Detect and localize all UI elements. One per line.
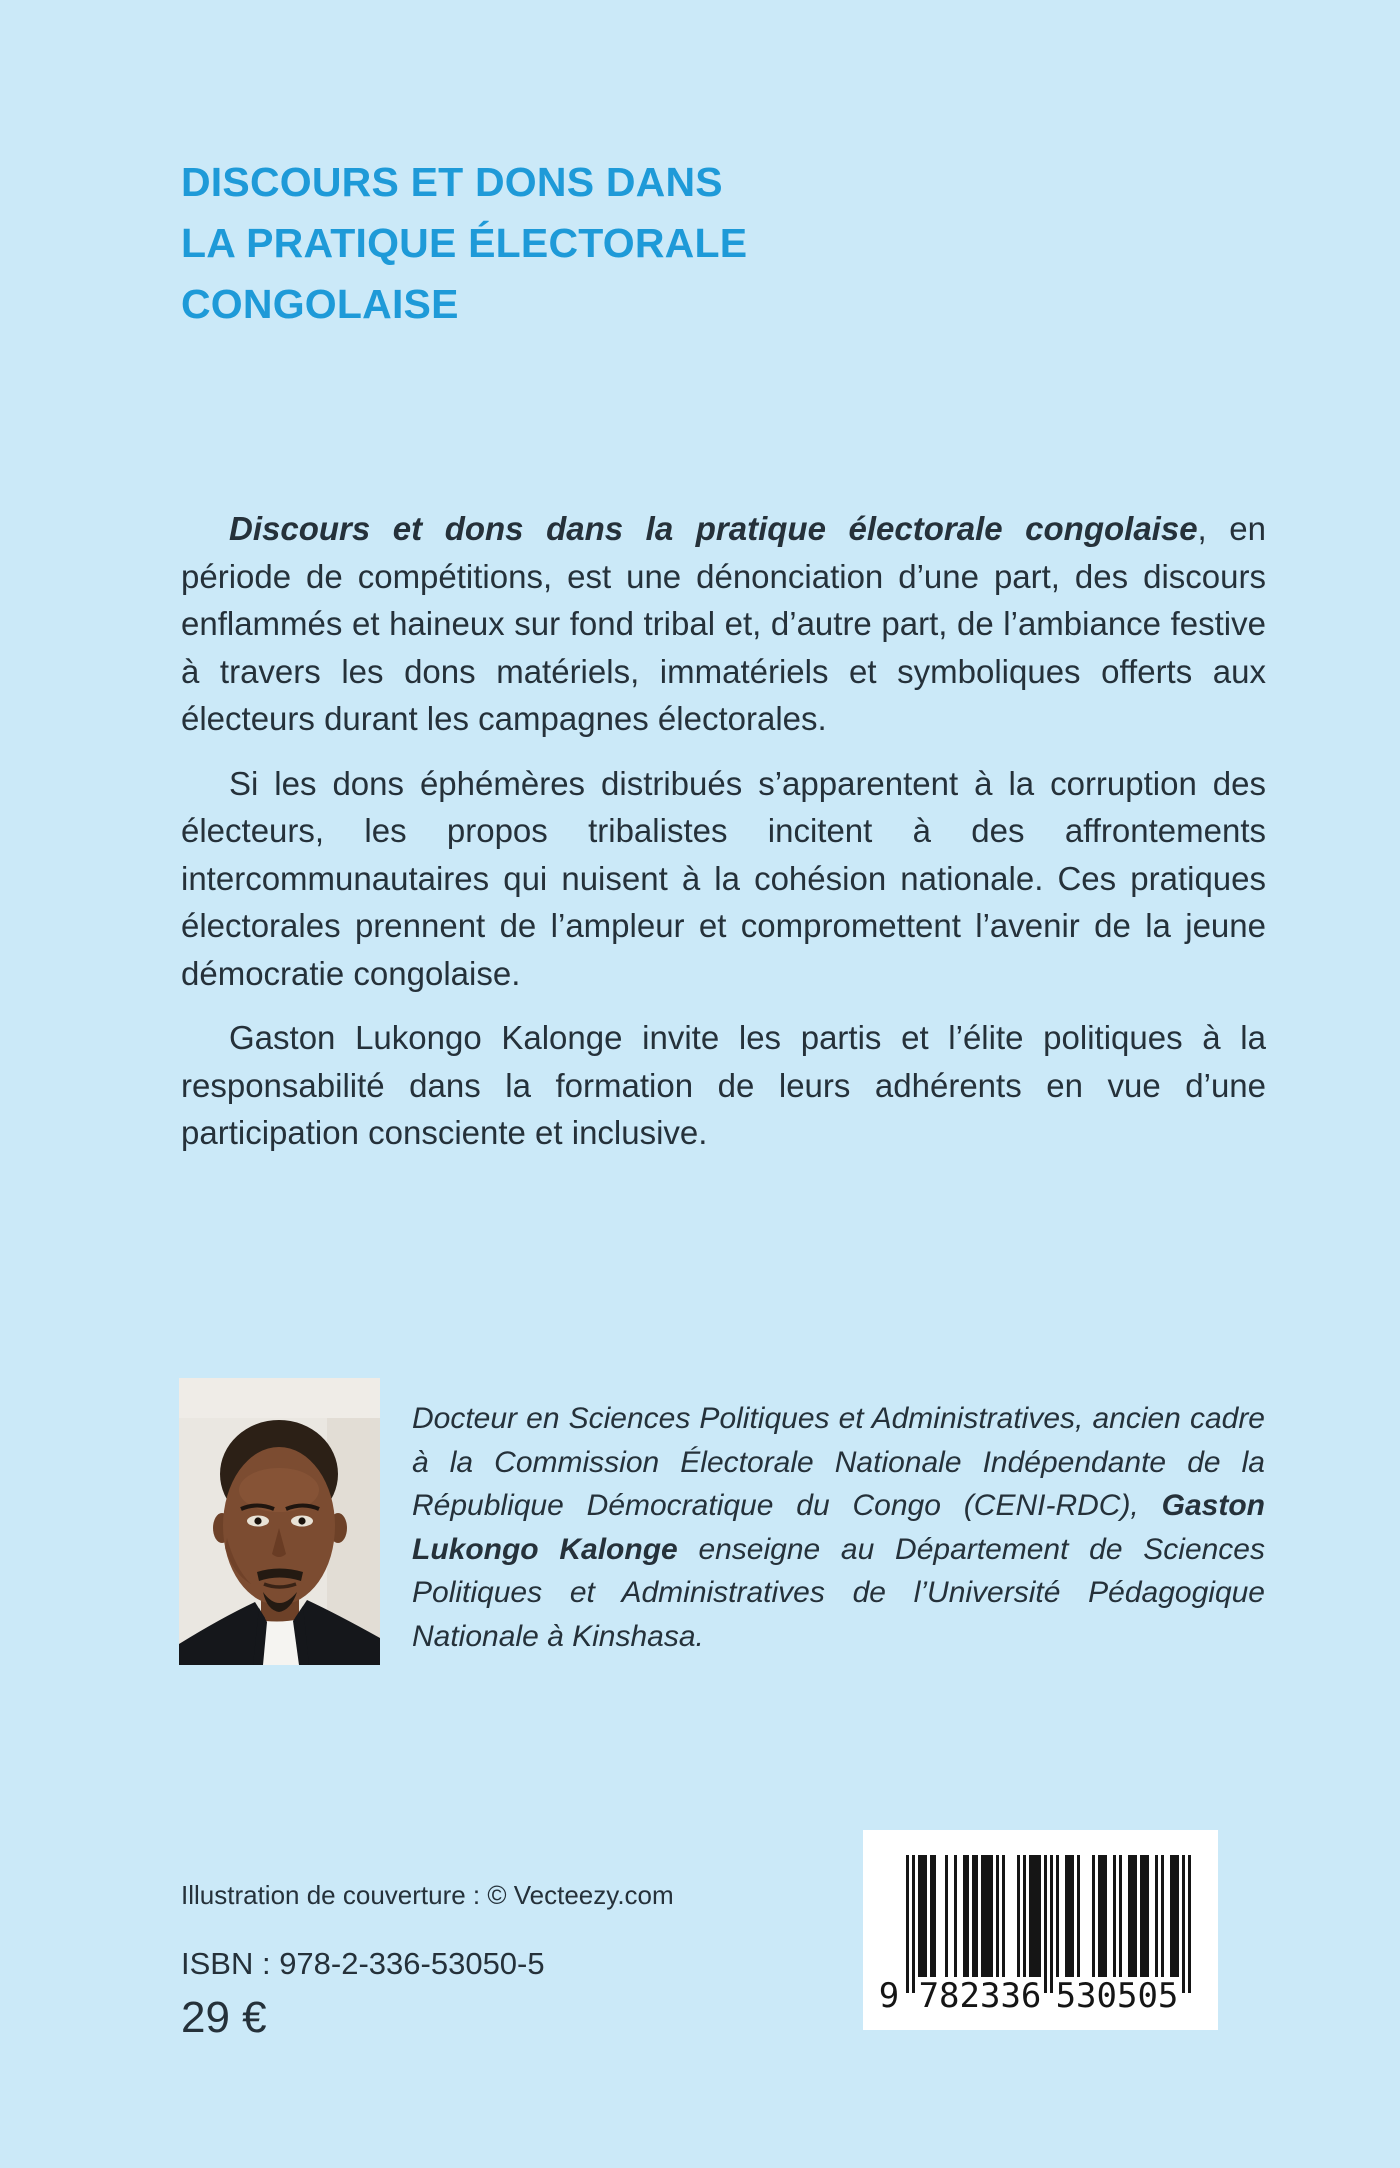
synopsis-paragraph-2: Si les dons éphémères distribués s’apparentent à la corruption des électeurs, les propos tribalistes incitent à des affrontements intercommunautaires qui nuisent à la cohésion nationale. Ces pratiques électorales prennent de l’ampleur et compromettent l’avenir de la jeune démocratie congolaise. — [181, 764, 1266, 992]
author-photo — [179, 1378, 380, 1665]
synopsis-paragraph-3: Gaston Lukongo Kalonge invite les partis et l’élite politiques à la responsabilité dans la formation de leurs adhérents en vue d’une participation consciente et inclusive. — [181, 1019, 1266, 1151]
cover-illustration-credit: Illustration de couverture : © Vecteezy.com — [181, 1880, 674, 1910]
author-section — [179, 1378, 1266, 1668]
author-bio-part1: Docteur en Sciences Politiques et Administratives, ancien cadre à la Commission Électorale Nationale Indépendante de la République Démocratique du Congo (CENI-RDC), — [412, 1402, 1265, 1522]
author-bio-part2: enseigne au Département de Sciences Politiques et Administratives de l’Université Pédagogique Nationale à Kinshasa. — [412, 1532, 1265, 1653]
book-title — [181, 152, 1161, 335]
barcode-group2: 530505 — [1055, 1976, 1179, 2016]
barcode — [863, 1830, 1218, 2030]
author-bio — [412, 1397, 1265, 1658]
book-title-line3: CONGOLAISE — [181, 281, 459, 327]
book-title-line2: LA PRATIQUE ÉLECTORALE — [181, 220, 748, 266]
price-text: 29 € — [181, 1993, 267, 2042]
synopsis — [181, 505, 1266, 1174]
synopsis-title-lead: Discours et dons dans la pratique électorale congolaise — [229, 510, 1198, 547]
isbn-text: ISBN : 978-2-336-53050-5 — [181, 1946, 545, 1981]
author-name: Gaston Lukongo Kalonge — [412, 1489, 1265, 1566]
barcode-group1: 782336 — [918, 1976, 1042, 2016]
barcode-bars — [906, 1855, 1191, 1993]
barcode-first-digit: 9 — [878, 1976, 900, 2016]
synopsis-paragraph-1 — [181, 505, 1266, 743]
synopsis-paragraph-1-rest: , en période de compétitions, est une dénonciation d’une part, des discours enflammés et haineux sur fond tribal et, d’autre part, de l’ambiance festive à travers les dons matériels, immatériels et symboliques offerts aux électeurs durant les campagnes électorales. — [181, 510, 1266, 737]
book-title-line1: DISCOURS ET DONS DANS — [181, 159, 723, 205]
